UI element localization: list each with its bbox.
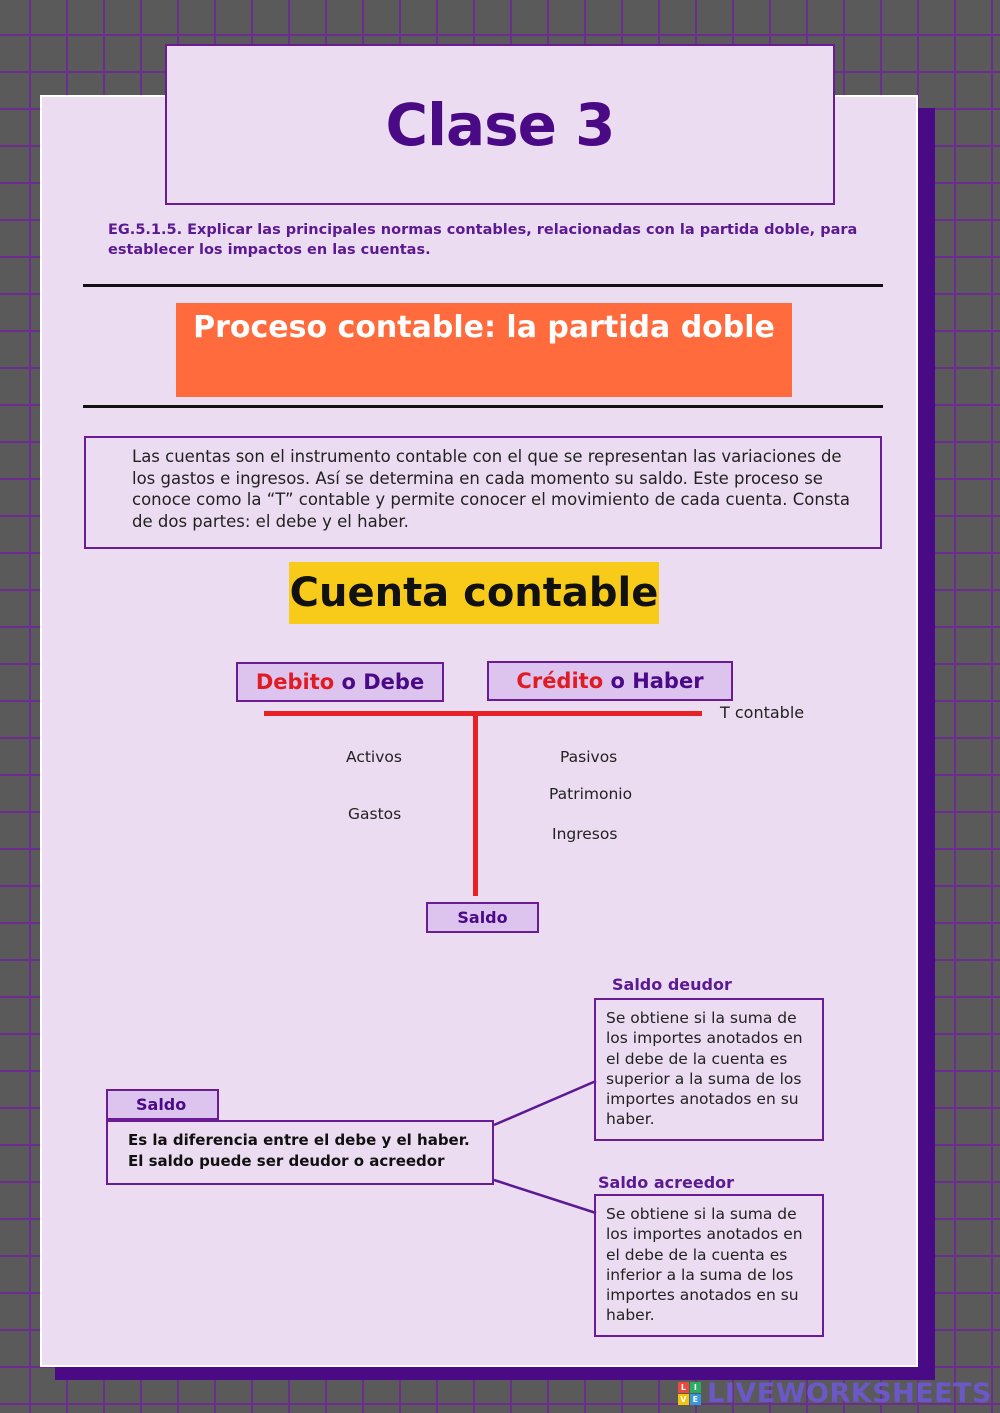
saldo-t-label: Saldo: [457, 908, 508, 927]
saldo-tab-label: Saldo: [136, 1095, 187, 1114]
t-contable-label: T contable: [720, 703, 805, 722]
right-item: Ingresos: [552, 825, 618, 843]
page-title: Clase 3: [385, 90, 615, 159]
logo-letter: V: [678, 1394, 689, 1405]
logo-letter: L: [678, 1382, 689, 1393]
left-item: Activos: [346, 748, 402, 766]
connector-acreedor: [494, 1180, 596, 1213]
liveworksheets-name: LIVEWORKSHEETS: [707, 1378, 992, 1409]
banner-title: Proceso contable: la partida doble: [193, 310, 775, 345]
saldo-tab: [106, 1089, 219, 1120]
intro-text: Las cuentas son el instrumento contable con el que se representan las variaciones de los gastos e ingresos. Así se determina en cada momento su saldo. Este proceso se conoce como la “T” contable y permite conocer el movimiento de cada cuenta. Consta de dos partes: el debe y el haber.: [132, 447, 850, 531]
liveworksheets-logo-icon: [678, 1382, 701, 1405]
saldo-deudor-text: Se obtiene si la suma de los importes anotados en el debe de la cuenta es superior a la suma de los importes anotados en su haber.: [606, 1009, 803, 1129]
saldo-definition-text: Es la diferencia entre el debe y el haber. El saldo puede ser deudor o acreedor: [128, 1131, 470, 1170]
debit-label-rest: o Debe: [334, 670, 425, 694]
right-item: Pasivos: [560, 748, 618, 766]
credit-label-red: Crédito: [516, 669, 604, 693]
liveworksheets-watermark[interactable]: [678, 1378, 992, 1409]
logo-letter: I: [690, 1382, 701, 1393]
saldo-deudor-box: [594, 998, 824, 1141]
saldo-deudor-title: Saldo deudor: [612, 975, 732, 994]
cuenta-heading-text: Cuenta contable: [289, 570, 659, 616]
connector-deudor: [494, 1081, 596, 1125]
saldo-acreedor-box: [594, 1194, 824, 1337]
left-item: Gastos: [348, 805, 402, 823]
saldo-acreedor-title: Saldo acreedor: [598, 1173, 735, 1192]
logo-letter: E: [690, 1394, 701, 1405]
right-item: Patrimonio: [549, 785, 633, 803]
debit-label-red: Debito: [255, 670, 335, 694]
objective-text: EG.5.1.5. Explicar las principales normas contables, relacionadas con la partida doble, para establecer los impactos en las cuentas.: [108, 222, 858, 258]
saldo-definition-box: [106, 1120, 494, 1185]
saldo-acreedor-text: Se obtiene si la suma de los importes anotados en el debe de la cuenta es inferior a la suma de los importes anotados en su haber.: [606, 1205, 803, 1325]
credit-label-rest: o Haber: [603, 669, 704, 693]
